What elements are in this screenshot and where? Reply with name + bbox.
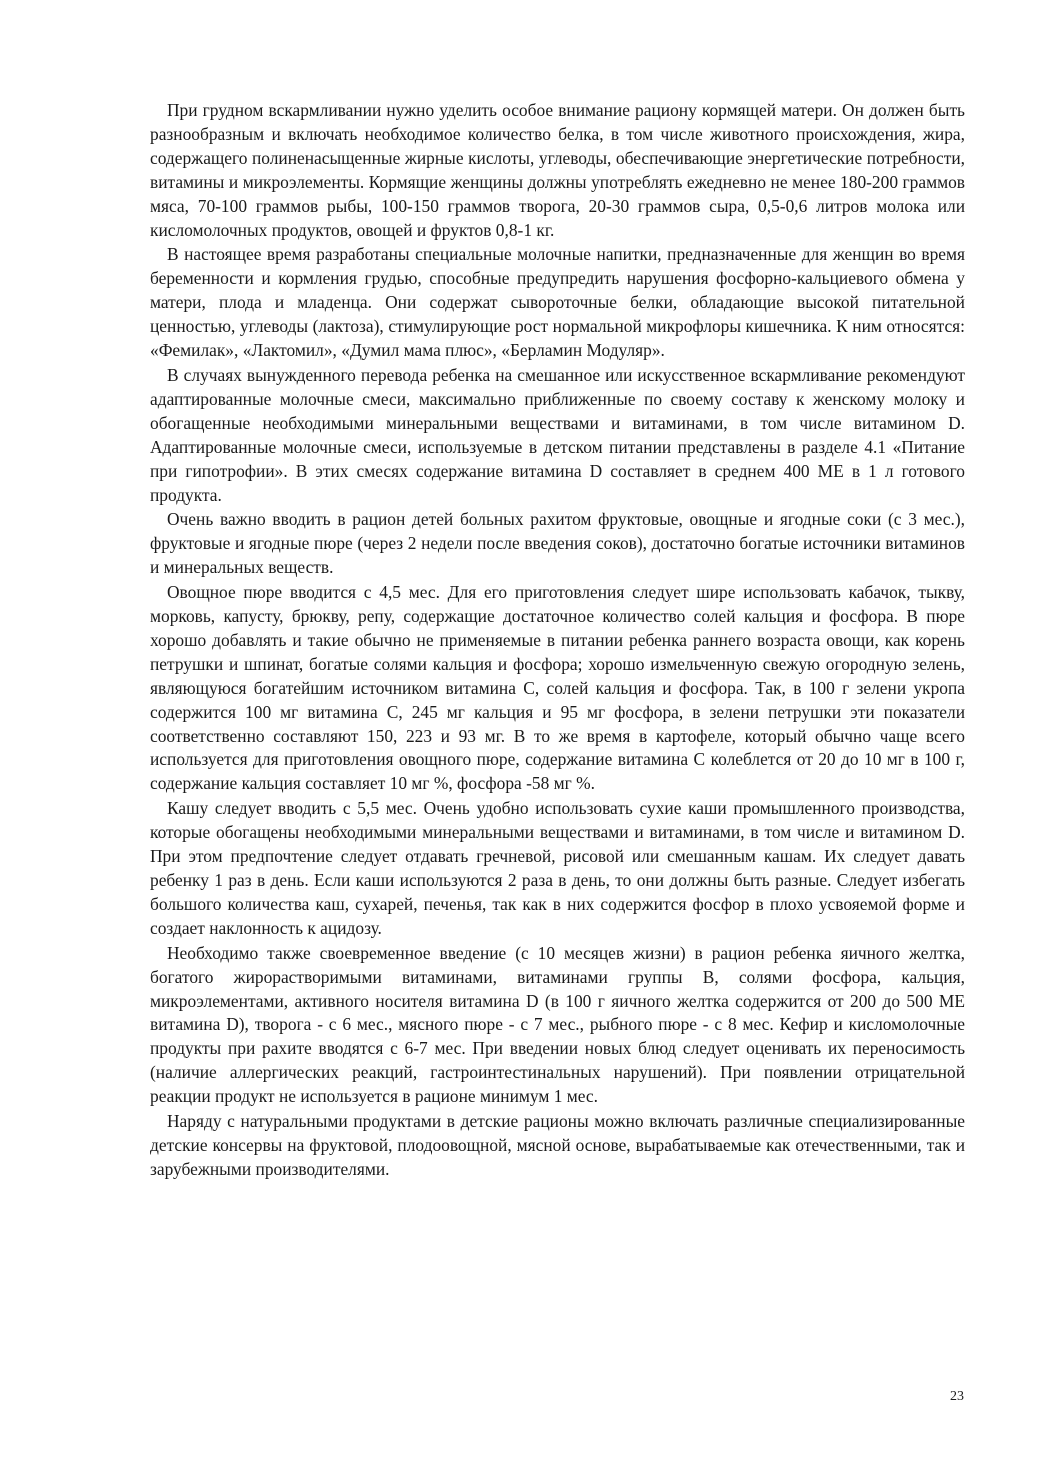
- paragraph-breastfeeding-diet: При грудном вскармливании нужно уделить особое внимание рациону кормящей матери. Он должен быть разнообразным и включать необходимое количество белка, в том числе животного происхождения, жира, содержащего полиненасыщенные жирные кислоты, углеводы, обеспечивающие энергетические потребности, витамины и микроэлементы. Кормящие женщины должны употреблять ежедневно не менее 180-200 граммов мяса, 70-100 граммов рыбы, 100-150 граммов творога, 20-30 граммов сыра, 0,5-0,6 литров молока или кисломолочных продуктов, овощей и фруктов 0,8-1 кг.: [150, 100, 965, 240]
- page-number: 23: [950, 1389, 964, 1404]
- paragraph-vegetable-puree: Овощное пюре вводится с 4,5 мес. Для его приготовления следует шире использовать кабачок, тыкву, морковь, капусту, брюкву, репу, содержащие достаточное количество солей кальция и фосфора. В пюре хорошо добавлять и такие обычно не применяемые в питании ребенка раннего возраста овощи, как корень петрушки и шпинат, богатые солями кальция и фосфора; хорошо измельченную свежую огородную зелень, являющуюся богатейшим источником витамина С, солей кальция и фосфора. Так, в 100 г зелени укропа содержится 100 мг витамина С, 245 мг кальция и 95 мг фосфора, в зелени петрушки эти показатели соответственно составляют 150, 223 и 93 мг. В то же время в картофеле, который обычно чаще всего используется для приготовления овощного пюре, содержание витамина С колеблется от 20 до 10 мг в 100 г, содержание кальция составляет 10 мг %, фосфора -58 мг %.: [150, 582, 965, 794]
- paragraph-porridge: Кашу следует вводить с 5,5 мес. Очень удобно использовать сухие каши промышленного производства, которые обогащены необходимыми минеральными веществами и витаминами, в том числе и витамином D. При этом предпочтение следует отдавать гречневой, рисовой или смешанным кашам. Их следует давать ребенку 1 раз в день. Если каши используются 2 раза в день, то они должны быть разные. Следует избегать большого количества каш, сухарей, печенья, так как в них содержится фосфор в плохо усвояемой форме и создает наклонность к ацидозу.: [150, 798, 965, 938]
- document-body: [150, 99, 965, 1183]
- paragraph-milk-drinks: В настоящее время разработаны специальные молочные напитки, предназначенные для женщин во время беременности и кормления грудью, способные предупредить нарушения фосфорно-кальциевого обмена у матери, плода и младенца. Они содержат сывороточные белки, обладающие высокой питательной ценностью, углеводы (лактоза), стимулирующие рост нормальной микрофлоры кишечника. К ним относятся: «Фемилак», «Лактомил», «Думил мама плюс», «Берламин Модуляр».: [150, 244, 965, 361]
- paragraph-formula-feeding: В случаях вынужденного перевода ребенка на смешанное или искусственное вскармливание рекомендуют адаптированные молочные смеси, максимально приближенные по своему составу к женскому молоку и обогащенные необходимыми минеральными веществами и витаминами, в том числе витамином D. Адаптированные молочные смеси, используемые в детском питании представлены в разделе 4.1 «Питание при гипотрофии». В этих смесях содержание витамина D составляет в среднем 400 МЕ в 1 л готового продукта.: [150, 364, 965, 505]
- paragraph-juices: Очень важно вводить в рацион детей больных рахитом фруктовые, овощные и ягодные соки (с 3 мес.), фруктовые и ягодные пюре (через 2 недели после введения соков), достаточно богатые источники витаминов и минеральных веществ.: [150, 509, 965, 578]
- paragraph-egg-yolk: Необходимо также своевременное введение (с 10 месяцев жизни) в рацион ребенка яичного желтка, богатого жирорастворимыми витаминами, витаминами группы В, солями фосфора, кальция, микроэлементами, активного носителя витамина D (в 100 г яичного желтка содержится от 200 до 500 МЕ витамина D), творога - с 6 мес., мясного пюре - с 7 мес., рыбного пюре - с 8 мес. Кефир и кисломолочные продукты при рахите вводятся с 6-7 мес. При введении новых блюд следует оценивать их переносимость (наличие аллергических реакций, гастроинтестинальных нарушений). При появлении отрицательной реакции продукт не используется в рационе минимум 1 мес.: [150, 942, 965, 1107]
- paragraph-canned-food: Наряду с натуральными продуктами в детские рационы можно включать различные специализированные детские консервы на фруктовой, плодоовощной, мясной основе, вырабатываемые как отечественными, так и зарубежными производителями.: [150, 1111, 965, 1179]
